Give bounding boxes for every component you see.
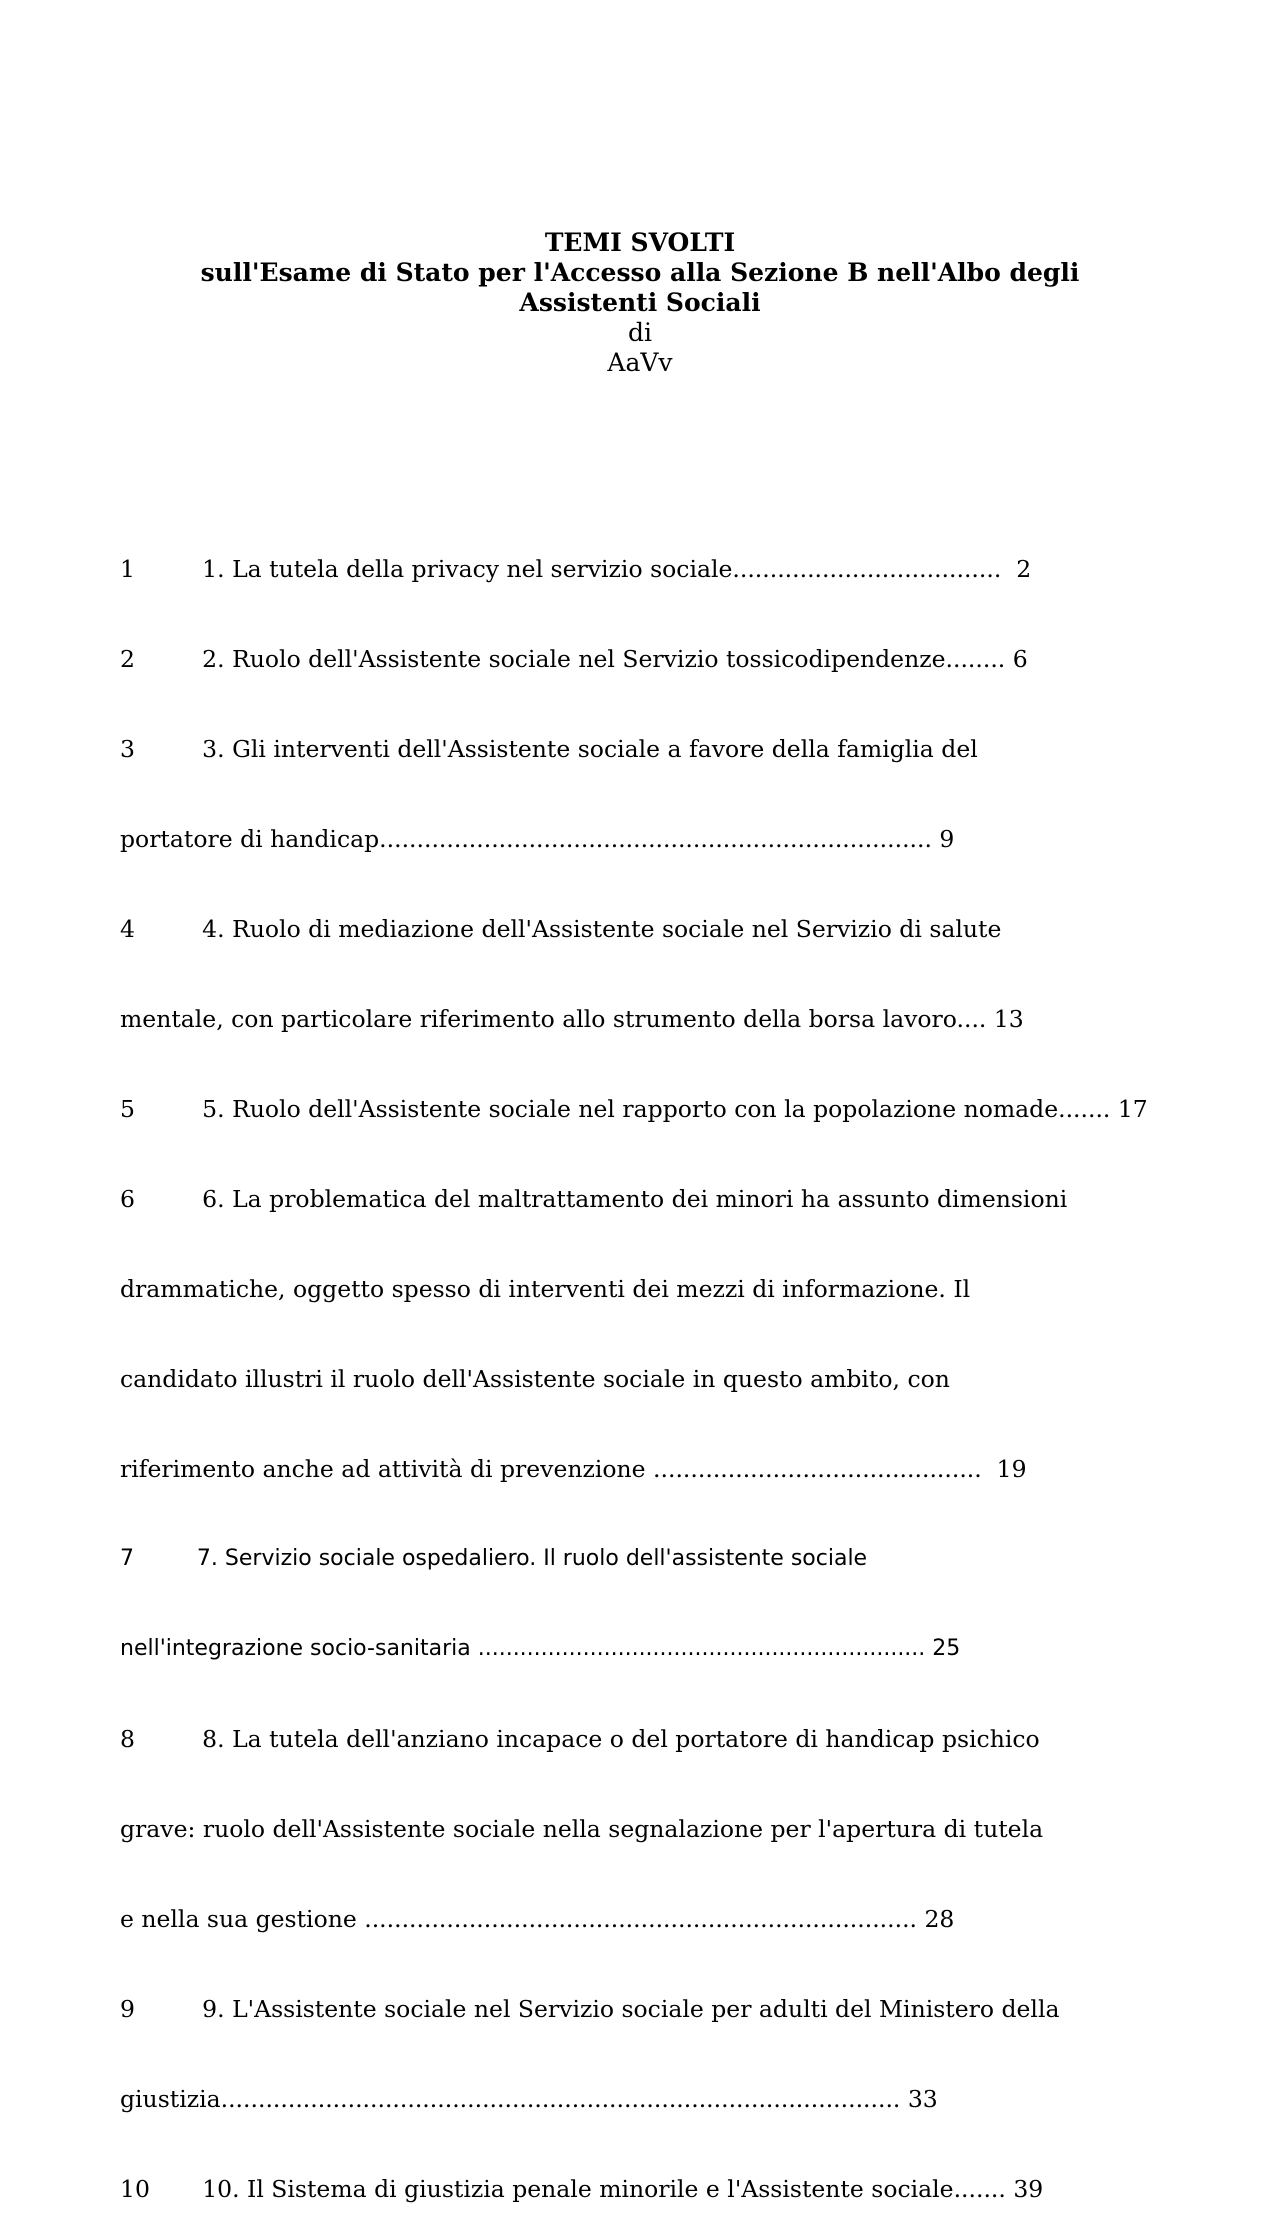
toc-line: grave: ruolo dell'Assistente sociale nella segnalazione per l'apertura di tutela — [120, 1815, 1044, 1843]
toc-line: 8 8. La tutela dell'anziano incapace o del portatore di handicap psichico — [120, 1725, 1040, 1753]
toc-line: 2 2. Ruolo dell'Assistente sociale nel Servizio tossicodipendenze........ 6 — [120, 645, 1028, 673]
toc-line: nell'integrazione socio-sanitaria ................................................................ 25 — [120, 1636, 961, 1661]
toc-line: mentale, con particolare riferimento allo strumento della borsa lavoro.... 13 — [120, 1005, 1024, 1033]
toc-line: e nella sua gestione .......................................................................... 28 — [120, 1905, 955, 1933]
title-by: di — [628, 318, 652, 347]
toc-line: candidato illustri il ruolo dell'Assistente sociale in questo ambito, con — [120, 1365, 950, 1393]
toc-line: 5 5. Ruolo dell'Assistente sociale nel rapporto con la popolazione nomade....... 17 — [120, 1095, 1148, 1123]
toc-line: portatore di handicap.......................................................................... 9 — [120, 825, 955, 853]
toc-line: 3 3. Gli interventi dell'Assistente sociale a favore della famiglia del — [120, 735, 978, 763]
table-of-contents — [120, 494, 1240, 2234]
toc-line: drammatiche, oggetto spesso di interventi dei mezzi di informazione. Il — [120, 1275, 971, 1303]
title-line-1: TEMI SVOLTI — [544, 228, 736, 257]
toc-line: 7 7. Servizio sociale ospedaliero. Il ruolo dell'assistente sociale — [120, 1546, 868, 1571]
toc-line: giustizia........................................................................................... 33 — [120, 2085, 938, 2113]
toc-line: 9 9. L'Assistente sociale nel Servizio sociale per adulti del Ministero della — [120, 1995, 1060, 2023]
toc-line: riferimento anche ad attività di prevenzione ............................................ 19 — [120, 1455, 1027, 1483]
toc-line: 4 4. Ruolo di mediazione dell'Assistente sociale nel Servizio di salute — [120, 915, 1002, 943]
document-title-block — [0, 228, 1280, 378]
toc-line: 10 10. Il Sistema di giustizia penale minorile e l'Assistente sociale....... 39 — [120, 2175, 1044, 2203]
title-author: AaVv — [607, 348, 673, 377]
toc-line: 1 1. La tutela della privacy nel servizio sociale.................................... 2 — [120, 555, 1032, 583]
title-line-3: Assistenti Sociali — [519, 288, 761, 317]
toc-line: 6 6. La problematica del maltrattamento dei minori ha assunto dimensioni — [120, 1185, 1068, 1213]
title-line-2: sull'Esame di Stato per l'Accesso alla Sezione B nell'Albo degli — [200, 258, 1080, 287]
